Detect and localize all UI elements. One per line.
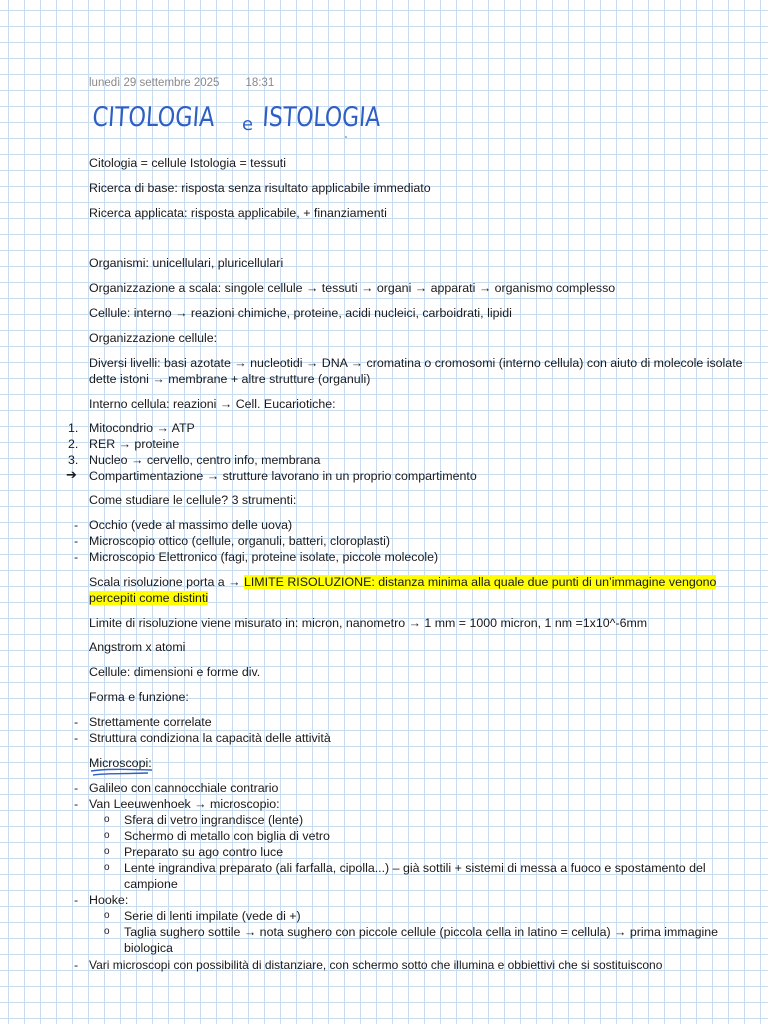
list-item: Strettamente correlate [89, 715, 212, 729]
dash-bullet: - [74, 715, 79, 729]
note-date: lunedì 29 settembre 2025 [89, 77, 220, 89]
sub-list-item: Serie di lenti impilate (vede di +) [124, 909, 301, 923]
text-paragraph: Diversi livelli: basi azotate → nucleotidi → DNA → cromatina o cromosomi (interno cellula) con aiuto di molecole isolate dette istoni → membrane + altre strutture (organuli) [89, 356, 743, 386]
sub-list-item: Preparato su ago contro luce [124, 845, 284, 859]
list-number: 1. [68, 421, 79, 435]
list-item: RER → proteine [89, 437, 180, 451]
list-item: Van Leeuwenhoek → microscopio: [89, 797, 280, 811]
dash-bullet: - [74, 893, 79, 907]
highlighted-definition: LIMITE RISOLUZIONE: distanza minima alla quale due punti di un’immagine vengono percepiti come distinti [89, 575, 717, 605]
note-time: 18:31 [245, 77, 275, 89]
text-line: Ricerca di base: risposta senza risultato applicabile immediato [89, 181, 431, 195]
text-line: Come studiare le cellule? 3 strumenti: [89, 493, 297, 507]
circle-bullet: o [104, 814, 110, 825]
list-item: Occhio (vede al massimo delle uova) [89, 518, 293, 532]
list-item: Vari microscopi con possibilità di distanziare, con schermo sotto che illumina e obbiettivi che si sostituiscono [89, 958, 663, 972]
list-item: Compartimentazione → strutture lavorano in un proprio compartimento [89, 469, 477, 483]
text-line: Organizzazione a scala: singole cellule → tessuti → organi → apparati → organismo complesso [89, 281, 616, 295]
handwritten-underline [90, 768, 154, 778]
list-item: Galileo con cannocchiale contrario [89, 781, 279, 795]
list-item: Struttura condiziona la capacità delle attività [89, 731, 331, 745]
text-line: Interno cellula: reazioni → Cell. Eucariotiche: [89, 397, 336, 411]
list-item: Nucleo → cervello, centro info, membrana [89, 453, 321, 467]
text-line: Citologia = cellule Istologia = tessuti [89, 156, 286, 170]
sub-list-item: Lente ingrandiva preparato (ali farfalla, cipolla...) – già sottili + sistemi di messa a fuoco e spostamento del campione [124, 861, 706, 891]
circle-bullet: o [104, 830, 110, 841]
list-number: 2. [68, 437, 79, 451]
text-line: Angstrom x atomi [89, 640, 186, 654]
dash-bullet: - [74, 534, 79, 548]
highlighted-paragraph [89, 574, 739, 606]
list-item: Microscopio ottico (cellule, organuli, batteri, cloroplasti) [89, 534, 390, 548]
sub-list-item: Schermo di metallo con biglia di vetro [124, 829, 330, 843]
list-item: Mitocondrio → ATP [89, 421, 195, 435]
text-line: Cellule: dimensioni e forme div. [89, 665, 261, 679]
list-number: 3. [68, 453, 79, 467]
text-line: Limite di risoluzione viene misurato in: micron, nanometro → 1 mm = 1000 micron, 1 nm =1x10^-6mm [89, 616, 648, 630]
text-line: Organismi: unicellulari, pluricellulari [89, 256, 284, 270]
dash-bullet: - [74, 958, 79, 972]
note-timestamp [89, 77, 274, 89]
dash-bullet: - [74, 781, 79, 795]
dash-bullet: - [74, 797, 79, 811]
dash-bullet: - [74, 731, 79, 745]
circle-bullet: o [104, 862, 110, 873]
sub-list-item: Sfera di vetro ingrandisce (lente) [124, 813, 304, 827]
text-line: Organizzazione cellule: [89, 331, 218, 345]
list-item: Microscopio Elettronico (fagi, proteine isolate, piccole molecole) [89, 550, 439, 564]
section-heading: Microscopi: [89, 756, 152, 770]
dash-bullet: - [74, 518, 79, 532]
circle-bullet: o [104, 910, 110, 921]
svg-text:CITOLOGIA: CITOLOGIA [91, 102, 241, 133]
svg-text:e: e [242, 114, 254, 135]
arrow-bullet-icon: ➔ [66, 467, 77, 482]
sub-list-item: Taglia sughero sottile → nota sughero con piccole cellule (piccola cella in latino = cellula) → prima immagine biologica [124, 925, 719, 955]
text-line: Cellule: interno → reazioni chimiche, proteine, acidi nucleici, carboidrati, lipidi [89, 306, 512, 320]
svg-text:ISTOLOGIA: ISTOLOGIA [261, 102, 410, 133]
list-item: Hooke: [89, 893, 129, 907]
circle-bullet: o [104, 846, 110, 857]
dash-bullet: - [74, 550, 79, 564]
circle-bullet: o [104, 926, 110, 937]
handwritten-title [91, 96, 410, 142]
text-span: Scala risoluzione porta a → [89, 575, 244, 589]
text-line: Forma e funzione: [89, 690, 189, 704]
text-line: Ricerca applicata: risposta applicabile, + finanziamenti [89, 206, 387, 220]
